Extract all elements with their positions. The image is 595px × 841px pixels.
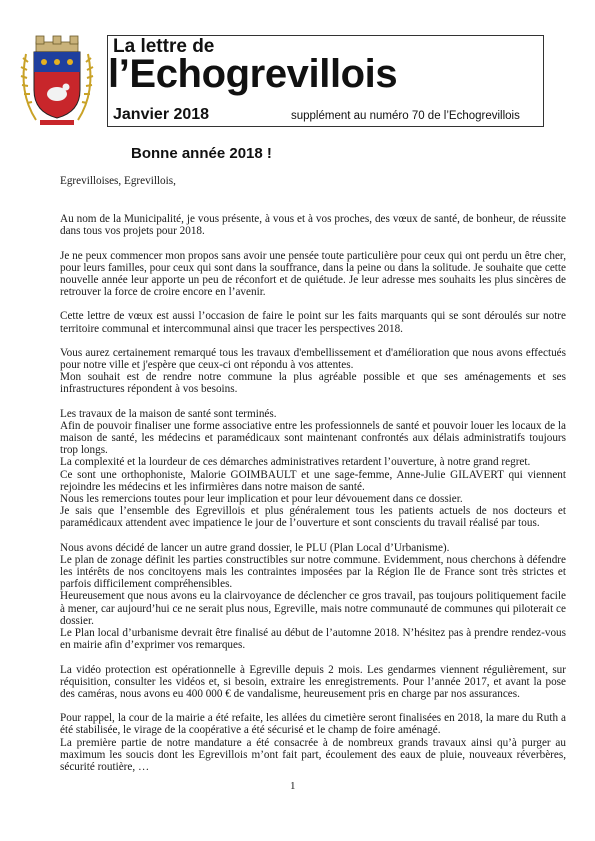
paragraph: Je sais que l’ensemble des Egrevillois et plus généralement tous les patients actuels de nos docteurs et paramédicaux attendent avec impatience le jour de l’ouverture et sont conscients du travail réalisé par tous. [60,505,566,530]
fleur-de-lis-icon [41,59,73,65]
paragraph: Nous les remercions toutes pour leur implication et pour leur dévouement dans ce dossier. [60,493,463,506]
ribbon [40,120,74,125]
masthead-kicker: La lettre de [113,36,215,57]
paragraph: Heureusement que nous avons eu la clairvoyance de déclencher ce gros travail, pas toujours politiquement facile à mener, car aujourd’hui ce ne serait plus nous, Egreville, mais notre communauté de communes qui piloterait ce dossier. [60,590,566,627]
masthead-title: l’Echogrevillois [108,52,398,96]
salutation: Egrevilloises, Egrevillois, [60,175,176,187]
paragraph: La vidéo protection est opérationnelle à Egreville depuis 2 mois. Les gendarmes viennent régulièrement, sur réquisition, consulter les vidéos et, si besoin, extraire les enregistrements. Pour l’année 2017, et avant la pose des caméras, nous avons eu 400 000 € de vandalisme, heureusement pris en charge par nos assurances. [60,663,566,700]
paragraph: Cette lettre de vœux est aussi l’occasion de faire le point sur les faits marquants qui se sont déroulés sur notre territoire communal et intercommunal ainsi que tracer les perspectives 2018. [60,310,566,335]
greeting-heading: Bonne année 2018 ! [131,145,272,162]
paragraph: Pour rappel, la cour de la mairie a été refaite, les allées du cimetière seront finalisées en 2018, la mare du Ruth a été stabilisée, le virage de la coopérative a été sécurisé et le champ de foire aménagé. [60,712,566,737]
paragraph: Au nom de la Municipalité, je vous présente, à vous et à vos proches, des vœux de santé, de bonheur, de réussite dans tous vos projets pour 2018. [60,213,566,238]
paragraph: Mon souhait est de rendre notre commune la plus agréable possible et que ses aménagements et ses infrastructures répondent à vos besoins. [60,371,566,396]
paragraph: Vous aurez certainement remarqué tous les travaux d'embellissement et d'amélioration que nous avons effectués pour notre ville et j'espère que ceux-ci ont répondu à vos attentes. [60,346,566,372]
paragraph: Ce sont une orthophoniste, Malorie GOIMBAULT et une sage-femme, Anne-Julie GILAVERT qui viennent rejoindre les médecins et les infirmières dans notre maison de santé. [60,468,566,493]
paragraph: Le Plan local d’urbanisme devrait être finalisé au début de l’automne 2018. N’hésitez pas à prendre rendez-vous en mairie afin d’exprimer vos remarques. [60,627,566,652]
paragraph: La première partie de notre mandature a été consacrée à de nombreux grands travaux ainsi qu’à purger au maximum les soucis dont les Egrevillois m’ont fait part, écoulement des eaux de pluie, nouveaux réverbères, sécurité routière, … [60,736,566,773]
paragraph: Nous avons décidé de lancer un autre grand dossier, le PLU (Plan Local d’Urbanisme). [60,541,450,554]
town-coat-of-arms [14,32,100,128]
issue-subtitle: supplément au numéro 70 de l’Echogrevillois [291,110,520,122]
paragraph: Je ne peux commencer mon propos sans avoir une pensée toute particulière pour ceux qui ont perdu un être cher, pour leurs familles, pour ceux qui sont dans la souffrance, dans la peine ou dans la solitude. Je souhaite que cette nouvelle année leur apporte un peu de réconfort et de quiétude. Je leur adresse mes souhaits les plus sincères de retrouver la force de croire encore en l’avenir. [60,249,566,299]
letter-body [60,175,566,773]
paragraph: Afin de pouvoir finaliser une forme associative entre les professionnels de santé et pouvoir louer les locaux de la maison de santé, les médecins et paramédicaux sont maintenant confrontés aux délais administratifs toujours trop longs. [60,419,566,457]
page-number: 1 [290,780,296,792]
mural-crown [36,36,78,52]
paragraph: La complexité et la lourdeur de ces démarches administratives retardent l’ouverture, à notre grand regret. [60,456,531,469]
paragraph: Le plan de zonage définit les parties constructibles sur notre commune. Evidemment, nous cherchons à défendre les intérêts de nos concitoyens mais les contraintes imposées par la Région Ile de France sont très strictes et parfois difficilement compréhensibles. [60,553,566,591]
paragraph: Les travaux de la maison de santé sont terminés. [60,407,277,420]
issue-date: Janvier 2018 [113,106,210,123]
